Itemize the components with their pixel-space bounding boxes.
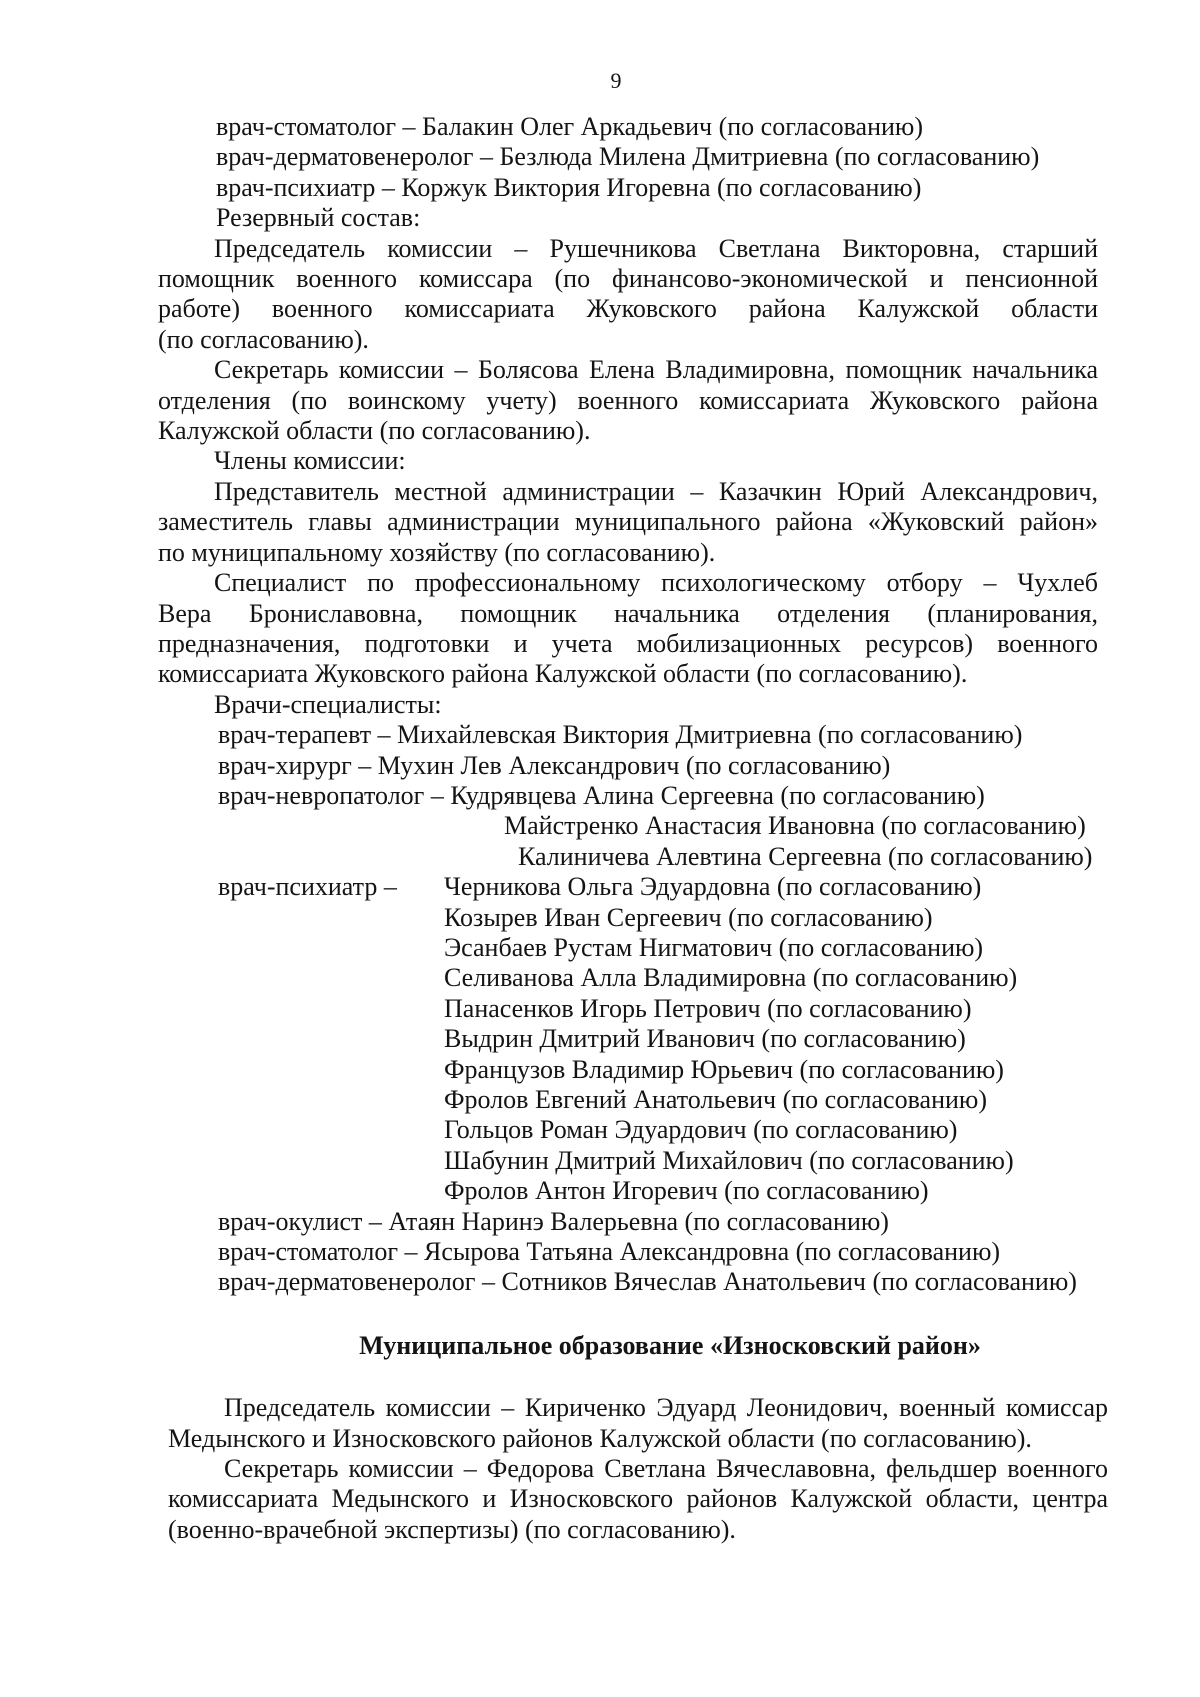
- paragraph-line: Специалист по профессиональному психологическому отбору – Чухлеб: [214, 568, 1098, 598]
- specialists-title: Врачи-специалисты:: [214, 689, 442, 719]
- list-item: Выдрин Дмитрий Иванович (по согласованию): [444, 1024, 966, 1054]
- paragraph-line: предназначения, подготовки и учета мобилизационных ресурсов) военного: [158, 628, 1098, 658]
- paragraph-line: помощник военного комиссара (по финансово-экономической и пенсионной: [158, 264, 1098, 294]
- specialists-list: [158, 720, 1098, 1298]
- paragraph-line: Секретарь комиссии – Болясова Елена Владимировна, помощник начальника: [214, 355, 1098, 385]
- list-item: врач-дерматовенеролог – Безлюда Милена Дмитриевна (по согласованию): [216, 142, 1040, 172]
- list-item: Калиничева Алевтина Сергеевна (по согласованию): [518, 841, 1093, 871]
- paragraph-line: работе) военного комиссариата Жуковского района Калужской области: [158, 294, 1098, 324]
- reserve-title: Резервный состав:: [216, 203, 421, 233]
- paragraph-line: Секретарь комиссии – Федорова Светлана Вячеславовна, фельдшер военного: [224, 1454, 1108, 1484]
- list-item: Фролов Евгений Анатольевич (по согласованию): [444, 1085, 987, 1114]
- list-item: врач-психиатр – Коржук Виктория Игоревна (по согласованию): [216, 172, 922, 202]
- list-item: Эсанбаев Рустам Нигматович (по согласованию): [444, 932, 984, 962]
- paragraph-line: комиссариата Медынского и Износковского районов Калужской области, центра: [168, 1484, 1108, 1514]
- list-item: врач-хирург – Мухин Лев Александрович (по согласованию): [218, 750, 891, 780]
- psychiatrist-names: [444, 872, 1017, 1206]
- paragraph-line: (по согласованию).: [158, 324, 369, 354]
- list-item: Майстренко Анастасия Ивановна (по согласованию): [504, 811, 1086, 841]
- paragraph-line: комиссариата Жуковского района Калужской области (по согласованию).: [158, 659, 968, 689]
- section-heading: Муниципальное образование «Износковский район»: [359, 1330, 981, 1360]
- chairman-paragraph: [158, 234, 1098, 356]
- secretary2-paragraph: [168, 1454, 1108, 1545]
- list-item: Козырев Иван Сергеевич (по согласованию): [444, 902, 933, 932]
- list-item: врач-дерматовенеролог – Сотников Вячеслав Анатольевич (по согласованию): [218, 1267, 1077, 1297]
- list-item: Фролов Антон Игоревич (по согласованию): [444, 1176, 929, 1206]
- section-two: [158, 1393, 1108, 1545]
- secretary-paragraph: [158, 355, 1098, 446]
- chairman2-paragraph: [168, 1393, 1108, 1454]
- paragraph-line: отделения (по воинскому учету) военного комиссариата Жуковского района: [158, 385, 1098, 415]
- page-number: 9: [610, 68, 622, 93]
- paragraph-line: (военно-врачебной экспертизы) (по согласованию).: [168, 1514, 736, 1544]
- list-item: Гольцов Роман Эдуардович (по согласованию): [444, 1115, 958, 1145]
- paragraph-line: заместитель главы администрации муниципального района «Жуковский район»: [158, 507, 1098, 537]
- paragraph-line: по муниципальному хозяйству (по согласованию).: [158, 537, 716, 567]
- list-item: Селиванова Алла Владимировна (по согласованию): [444, 963, 1018, 993]
- psychiatrist-row: [218, 872, 1098, 1206]
- members-title: Члены комиссии:: [214, 446, 406, 476]
- list-item: Шабунин Дмитрий Михайлович (по согласованию): [444, 1145, 1014, 1175]
- paragraph-line: Калужской области (по согласованию).: [158, 416, 591, 446]
- list-item: Французов Владимир Юрьевич (по согласованию): [444, 1054, 1004, 1084]
- list-item: врач-стоматолог – Ясырова Татьяна Александровна (по согласованию): [218, 1237, 1001, 1267]
- document-body: [158, 112, 1108, 1545]
- list-item: врач-терапевт – Михайлевская Виктория Дмитриевна (по согласованию): [218, 720, 1023, 750]
- list-item: Панасенков Игорь Петрович (по согласованию): [444, 993, 972, 1023]
- list-item: врач-стоматолог – Балакин Олег Аркадьевич (по согласованию): [216, 112, 924, 141]
- paragraph-line: Представитель местной администрации – Казачкин Юрий Александрович,: [214, 476, 1098, 506]
- paragraph-line: Вера Брониславовна, помощник начальника отделения (планирования,: [158, 598, 1098, 628]
- paragraph-line: Председатель комиссии – Рушечникова Светлана Викторовна, старший: [214, 233, 1098, 263]
- list-item: врач-невропатолог – Кудрявцева Алина Сергеевна (по согласованию): [218, 780, 985, 810]
- list-item: Черникова Ольга Эдуардовна (по согласованию): [444, 872, 982, 902]
- paragraph-line: Председатель комиссии – Кириченко Эдуард Леонидович, военный комиссар: [224, 1393, 1108, 1423]
- list-item: врач-окулист – Атаян Наринэ Валерьевна (по согласованию): [218, 1206, 889, 1236]
- psychiatrist-label: врач-психиатр –: [218, 872, 397, 902]
- psych-specialist-paragraph: [158, 568, 1098, 690]
- paragraph-line: Медынского и Износковского районов Калужской области (по согласованию).: [168, 1423, 1032, 1453]
- local-admin-paragraph: [158, 477, 1098, 568]
- doctors-top-list: [158, 112, 1098, 234]
